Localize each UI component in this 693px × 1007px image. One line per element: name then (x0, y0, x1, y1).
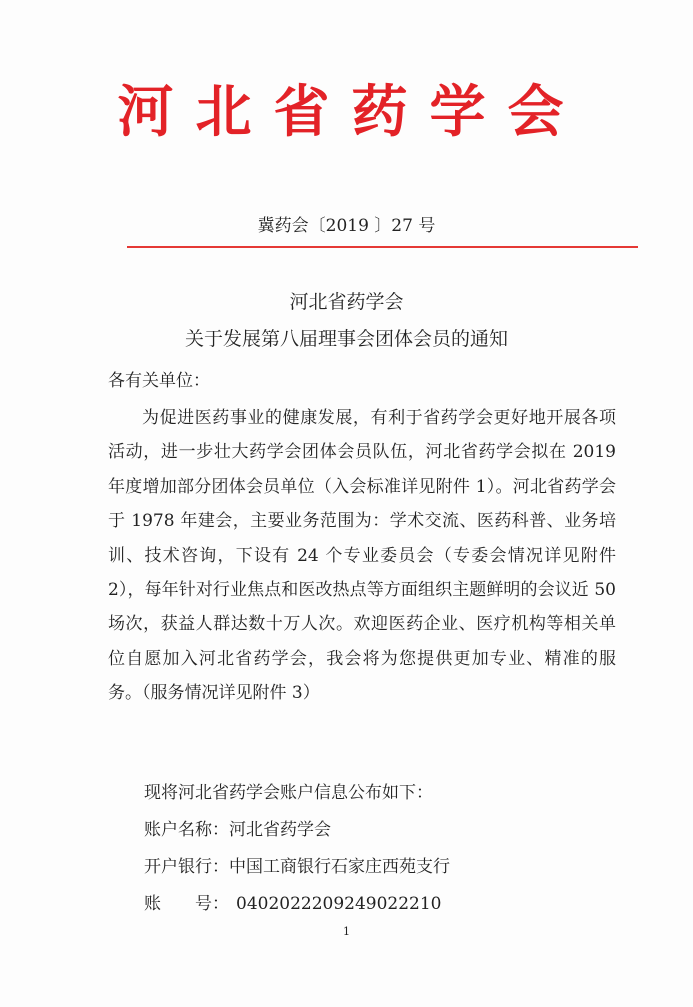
red-divider-line (127, 246, 638, 248)
account-number-value: 0402022209249022210 (236, 894, 442, 914)
account-number-label: 账 号： (144, 894, 229, 914)
salutation: 各有关单位： (108, 371, 210, 391)
org-header-title: 河北省药学会 (117, 80, 586, 145)
account-number-line (144, 891, 442, 917)
account-intro: 现将河北省药学会账户信息公布如下： (144, 783, 433, 803)
notice-title-line2: 关于发展第八届理事会团体会员的通知 (184, 328, 508, 350)
body-paragraph: 为促进医药事业的健康发展，有利于省药学会更好地开展各项活动，进一步壮大药学会团体会员队伍，河北省药学会拟在 2019 年度增加部分团体会员单位（入会标准详见附件 1）。河北省药学会于 1978 年建会，主要业务范围为：学术交流、医药科普、业务培训、技术咨询，下设有 24 个专业委员会（专委会情况详见附件 2），每年针对行业焦点和医改热点等方面组织主题鲜明的会议近 50 场次，获益人群达数十万人次。欢迎医药企业、医疗机构等相关单位自愿加入河北省药学会，我会将为您提供更加专业、精准的服务。（服务情况详见附件 3） (108, 408, 616, 704)
account-bank-line: 开户银行：中国工商银行石家庄西苑支行 (144, 857, 450, 877)
page-number: 1 (343, 925, 350, 938)
account-name-line: 账户名称：河北省药学会 (144, 820, 331, 840)
notice-title-line1: 河北省药学会 (289, 291, 404, 313)
document-number: 冀药会〔2019 〕27 号 (257, 216, 436, 236)
